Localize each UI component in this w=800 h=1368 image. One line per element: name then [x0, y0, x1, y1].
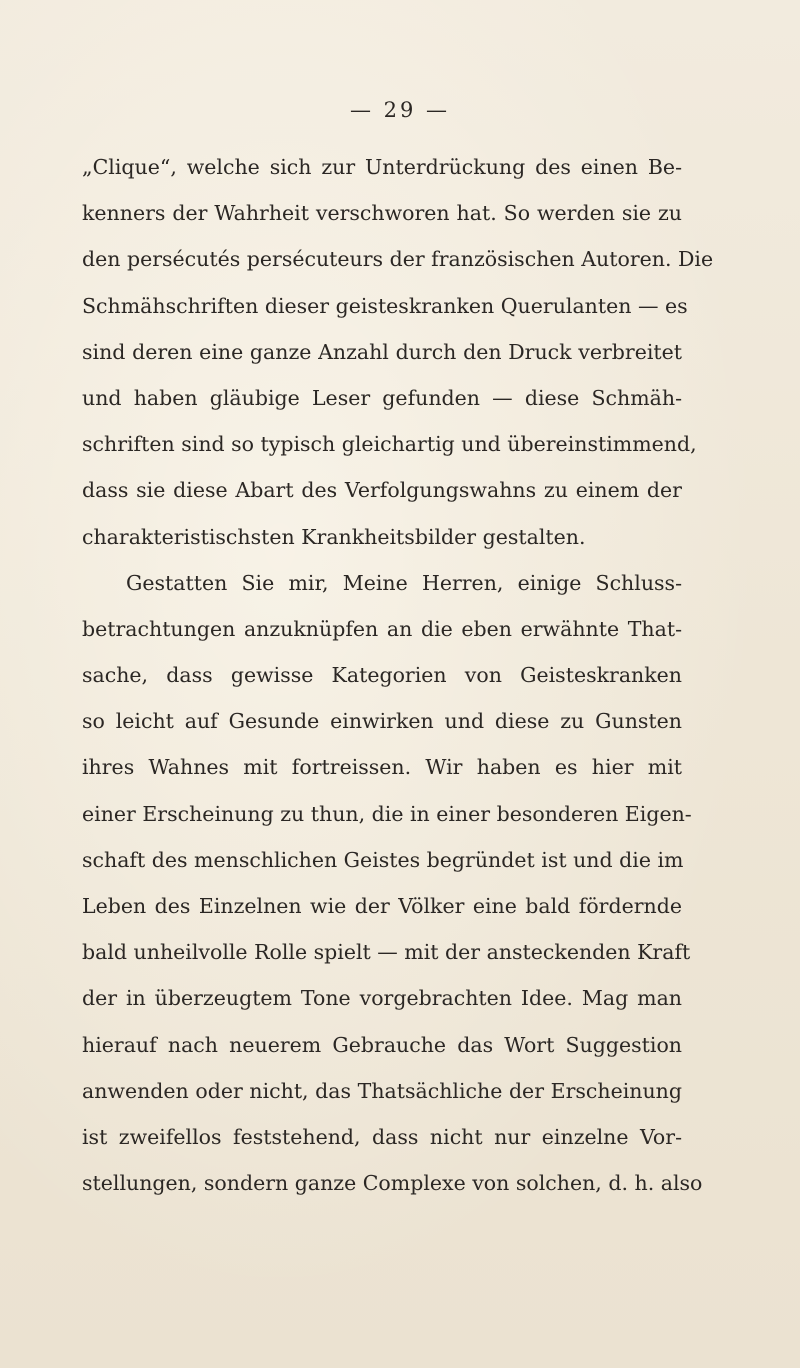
text-line: Schmähschriften dieser geisteskranken Querulanten — es: [82, 293, 688, 318]
text-line: so leicht auf Gesunde einwirken und diese zu Gunsten: [82, 709, 682, 734]
page-number: — 29 —: [349, 98, 451, 122]
body-text: [82, 144, 714, 1206]
text-line: ihres Wahnes mit fortreissen. Wir haben es hier mit: [82, 755, 682, 780]
text-line: ist zweifellos feststehend, dass nicht nur einzelne Vor-: [82, 1124, 682, 1149]
text-line: der in überzeugtem Tone vorgebrachten Idee. Mag man: [82, 986, 682, 1011]
text-line: schriften sind so typisch gleichartig und übereinstimmend,: [82, 432, 697, 457]
text-line: kenners der Wahrheit verschworen hat. So werden sie zu: [82, 201, 682, 226]
text-line: schaft des menschlichen Geistes begründet ist und die im: [82, 847, 684, 872]
text-line: sache, dass gewisse Kategorien von Geisteskranken: [82, 663, 682, 688]
text-line: den persécutés persécuteurs der französischen Autoren. Die: [82, 247, 714, 272]
text-line: Leben des Einzelnen wie der Völker eine bald fördernde: [82, 894, 682, 918]
text-line: einer Erscheinung zu thun, die in einer besonderen Eigen-: [82, 801, 692, 826]
text-line: stellungen, sondern ganze Complexe von solchen, d. h. also: [82, 1171, 703, 1196]
text-line: sind deren eine ganze Anzahl durch den Druck verbreitet: [82, 339, 682, 364]
text-line: hierauf nach neuerem Gebrauche das Wort Suggestion: [82, 1032, 682, 1057]
text-line: „Clique“, welche sich zur Unterdrückung des einen Be-: [82, 155, 682, 179]
text-line: anwenden oder nicht, das Thatsächliche der Erscheinung: [82, 1078, 682, 1103]
text-line: dass sie diese Abart des Verfolgungswahns zu einem der: [82, 478, 682, 503]
text-line: betrachtungen anzuknüpfen an die eben erwähnte That-: [82, 616, 682, 641]
text-line: bald unheilvolle Rolle spielt — mit der ansteckenden Kraft: [82, 940, 691, 965]
paragraph-end-line: charakteristischsten Krankheitsbilder gestalten.: [82, 524, 586, 549]
text-line: und haben gläubige Leser gefunden — diese Schmäh-: [82, 385, 682, 410]
paragraph-start-line: Gestatten Sie mir, Meine Herren, einige Schluss-: [126, 570, 682, 595]
